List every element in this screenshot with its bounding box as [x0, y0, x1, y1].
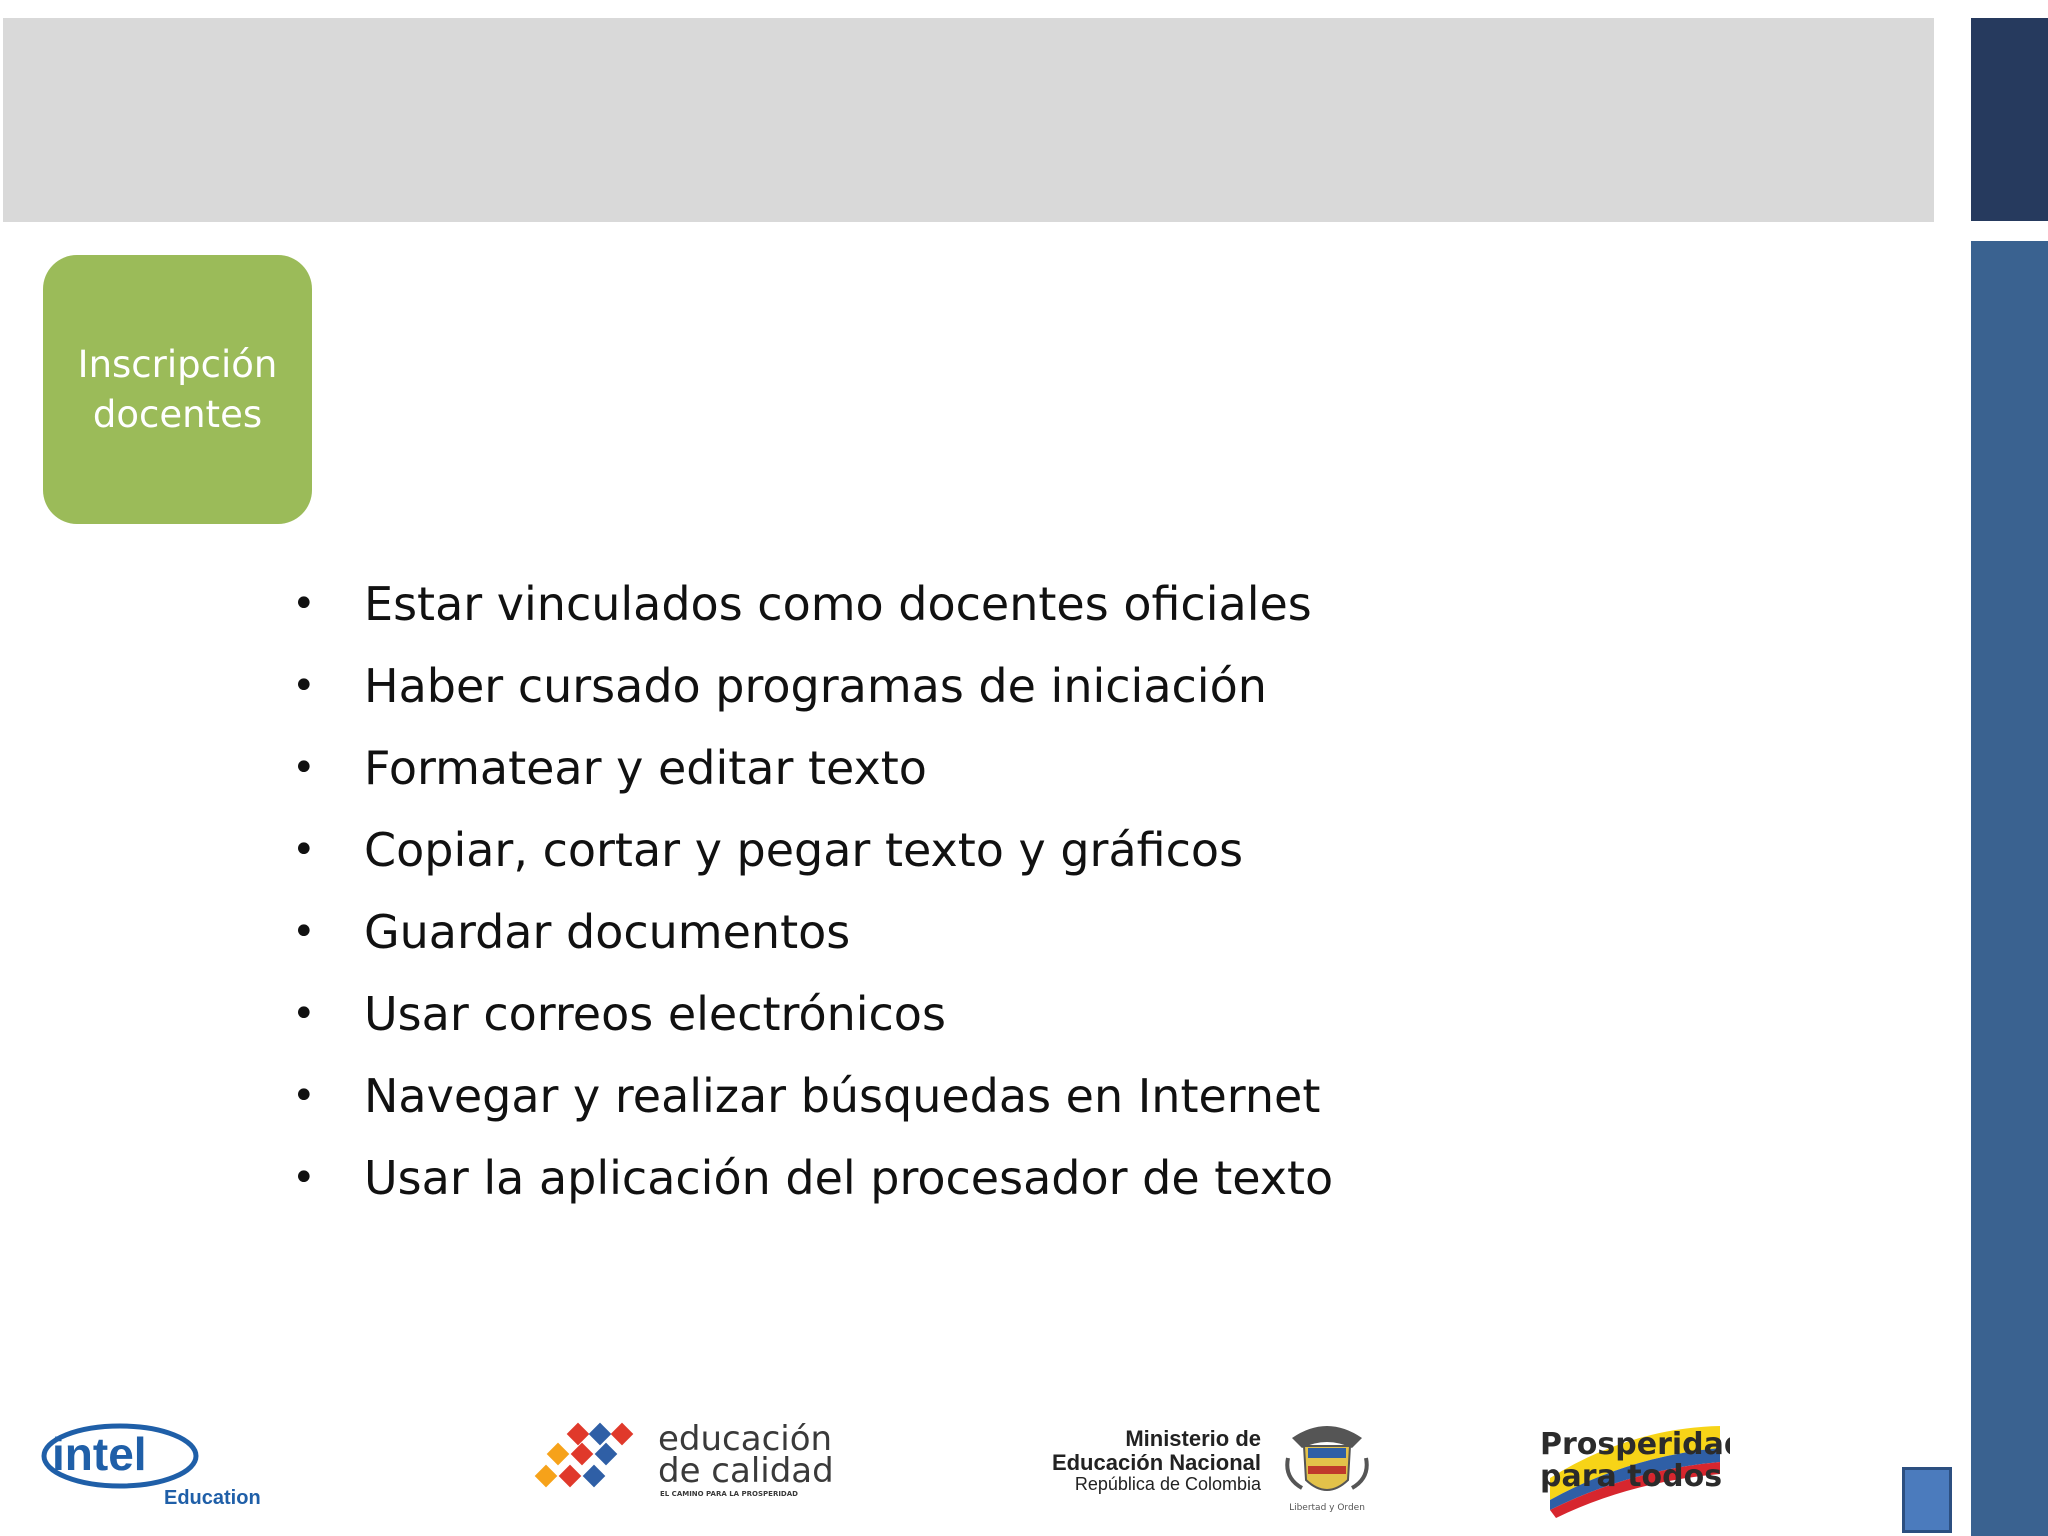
badge-line-2: docentes [92, 392, 263, 436]
list-item [280, 652, 1333, 734]
prosperidad-line-1: Prosperidad [1540, 1427, 1730, 1462]
bullet-icon: • [292, 663, 316, 709]
right-accent-bar-top [1971, 18, 2048, 221]
cubes-icon [530, 1418, 870, 1498]
ministerio-line-2: Educación Nacional [1051, 1450, 1261, 1475]
bullet-icon: • [292, 1155, 316, 1201]
list-item [280, 898, 1333, 980]
coat-of-arms-icon [1282, 1418, 1372, 1513]
list-item [280, 980, 1333, 1062]
list-item-text: Usar correos electrónicos [364, 987, 946, 1041]
bullet-icon: • [292, 745, 316, 791]
bullet-icon: • [292, 827, 316, 873]
bullet-icon: • [292, 1073, 316, 1119]
list-item-text: Formatear y editar texto [364, 741, 927, 795]
intel-education-logo [40, 1418, 280, 1510]
intel-logo-icon [40, 1418, 280, 1510]
requirements-list [280, 570, 1333, 1226]
bullet-icon: • [292, 909, 316, 955]
prosperidad-line-2: para todos [1540, 1459, 1723, 1494]
list-item-text: Haber cursado programas de iniciación [364, 659, 1267, 713]
list-item-text: Guardar documentos [364, 905, 851, 959]
badge-line-1: Inscripción [77, 342, 278, 386]
intel-subtitle: Education [164, 1487, 261, 1509]
list-item [280, 734, 1333, 816]
edu-tagline: EL CAMINO PARA LA PROSPERIDAD [660, 1490, 798, 1498]
bullet-icon: • [292, 991, 316, 1037]
ministerio-line-3: República de Colombia [1074, 1474, 1261, 1494]
list-item [280, 1062, 1333, 1144]
slide-corner-marker [1902, 1467, 1952, 1533]
list-item-text: Estar vinculados como docentes oficiales [364, 577, 1312, 631]
list-item [280, 816, 1333, 898]
ministerio-educacion-logo [1020, 1418, 1375, 1513]
prosperidad-para-todos-logo [1530, 1408, 1730, 1518]
ministerio-line-1: Ministerio de [1125, 1426, 1261, 1451]
edu-line-1: educación [658, 1419, 833, 1459]
header-band [3, 18, 1934, 222]
list-item-text: Navegar y realizar búsquedas en Internet [364, 1069, 1321, 1123]
list-item [280, 570, 1333, 652]
edu-line-2: de calidad [658, 1451, 834, 1491]
list-item-text: Usar la aplicación del procesador de texto [364, 1151, 1334, 1205]
ministerio-motto: Libertad y Orden [1289, 1503, 1365, 1513]
bullet-icon: • [292, 581, 316, 627]
colombia-flag-swoosh-icon [1530, 1408, 1730, 1518]
intel-wordmark: intel [52, 1428, 147, 1480]
section-badge [43, 255, 312, 524]
right-accent-bar [1971, 241, 2048, 1536]
list-item [280, 1144, 1333, 1226]
list-item-text: Copiar, cortar y pegar texto y gráficos [364, 823, 1244, 877]
educacion-de-calidad-logo [530, 1418, 870, 1498]
